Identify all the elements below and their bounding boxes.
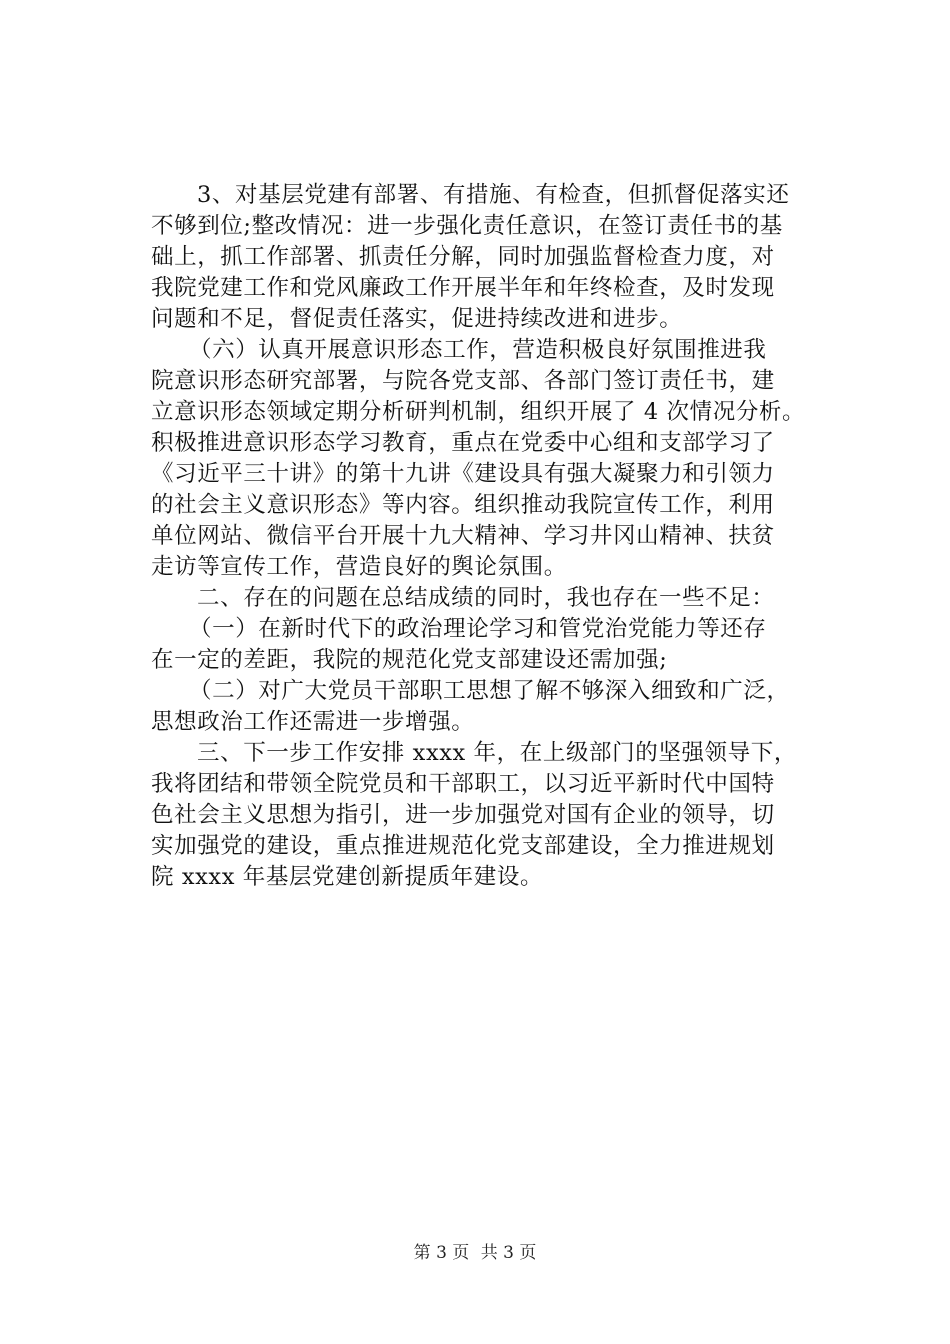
text-line: 思想政治工作还需进一步增强。 [151,709,475,735]
text-line: 走访等宣传工作，营造良好的舆论氛围。 [151,554,567,580]
text-line: 3、对基层党建有部署、有措施、有检查，但抓督促落实还 [197,182,790,208]
text-line: 我将团结和带领全院党员和干部职工，以习近平新时代中国特 [151,771,775,797]
text-line: 础上，抓工作部署、抓责任分解，同时加强监督检查力度，对 [151,244,775,270]
text-line: 《习近平三十讲》的第十九讲《建设具有强大凝聚力和引领力 [151,461,775,487]
document-body [151,180,831,893]
text-line: 实加强党的建设，重点推进规范化党支部建设，全力推进规划 [151,833,775,859]
text-line: （六）认真开展意识形态工作，营造积极良好氛围推进我 [189,337,767,363]
text-line: （一）在新时代下的政治理论学习和管党治党能力等还存 [189,616,767,642]
page-number: 第 3 页 [413,1243,470,1263]
text-line: 三、下一步工作安排 xxxx 年，在上级部门的坚强领导下， [197,740,797,766]
text-line: 院 xxxx 年基层党建创新提质年建设。 [151,864,544,890]
text-line: 立意识形态领域定期分析研判机制，组织开展了 4 次情况分析。 [151,399,806,425]
page-footer [0,1242,950,1264]
page-total: 共 3 页 [480,1243,537,1263]
text-line: 色社会主义思想为指引，进一步加强党对国有企业的领导，切 [151,802,775,828]
text-line: 单位网站、微信平台开展十九大精神、学习井冈山精神、扶贫 [151,523,775,549]
text-line: 二、存在的问题在总结成绩的同时，我也存在一些不足： [197,585,775,611]
text-line: 积极推进意识形态学习教育，重点在党委中心组和支部学习了 [151,430,775,456]
text-line: （二）对广大党员干部职工思想了解不够深入细致和广泛， [189,678,790,704]
text-line: 我院党建工作和党风廉政工作开展半年和年终检查，及时发现 [151,275,775,301]
text-line: 问题和不足，督促责任落实，促进持续改进和进步。 [151,306,683,332]
text-line: 不够到位;整改情况：进一步强化责任意识，在签订责任书的基 [151,213,783,239]
text-line: 在一定的差距，我院的规范化党支部建设还需加强; [151,647,668,673]
text-line: 院意识形态研究部署，与院各党支部、各部门签订责任书，建 [151,368,775,394]
text-line: 的社会主义意识形态》等内容。组织推动我院宣传工作，利用 [151,492,775,518]
